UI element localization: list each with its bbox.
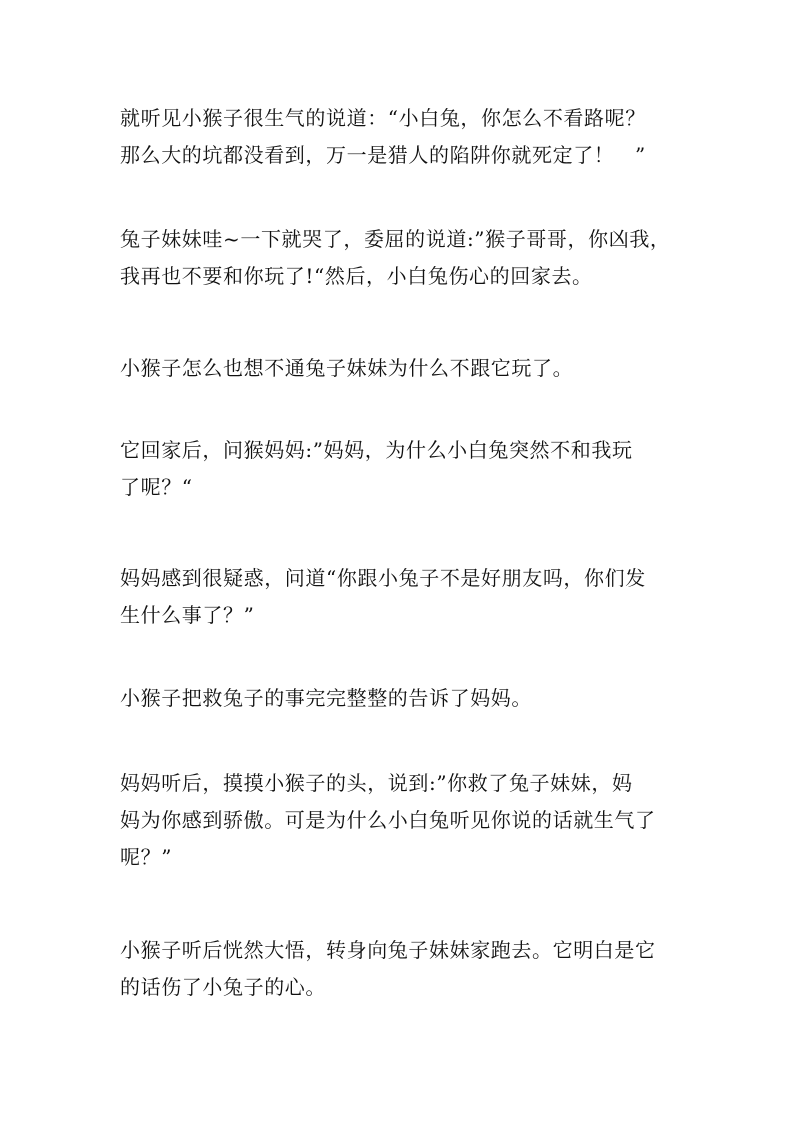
text-line: 就听见小猴子很生气的说道：“小白兔，你怎么不看路呢？ [120,106,646,130]
paragraph-8 [120,932,680,1006]
paragraph-6 [120,680,680,717]
text-line: 妈妈听后，摸摸小猴子的头，说到:”你救了兔子妹妹，妈 [120,771,633,795]
text-line: 小猴子把救兔子的事完完整整的告诉了妈妈。 [120,686,532,710]
text-line: 兔子妹妹哇~一下就哭了，委屈的说道:”猴子哥哥，你凶我， [120,227,671,251]
text-line: 我再也不要和你玩了!“然后，小白兔伤心的回家去。 [120,264,593,288]
paragraph-4 [120,432,680,506]
text-line: 妈妈感到很疑惑，问道“你跟小兔子不是好朋友吗，你们发 [120,566,646,590]
text-line: 了呢？“ [120,475,193,499]
paragraph-2 [120,221,680,295]
text-line: 小猴子怎么也想不通兔子妹妹为什么不跟它玩了。 [120,356,574,380]
paragraph-1 [120,100,680,174]
text-line: 它回家后，问猴妈妈:”妈妈，为什么小白兔突然不和我玩 [120,438,633,462]
paragraph-3 [120,350,680,387]
text-line: 妈为你感到骄傲。可是为什么小白兔听见你说的话就生气了 [120,808,656,832]
text-line: 的话伤了小兔子的心。 [120,975,326,999]
text-line: 呢？” [120,845,173,869]
paragraph-5 [120,560,680,634]
text-line: 那么大的坑都没看到，万一是猎人的陷阱你就死定了！ ” [120,143,646,167]
paragraph-7 [120,765,680,876]
text-line: 生什么事了？” [120,603,255,627]
text-line: 小猴子听后恍然大悟，转身向兔子妹妹家跑去。它明白是它 [120,938,656,962]
